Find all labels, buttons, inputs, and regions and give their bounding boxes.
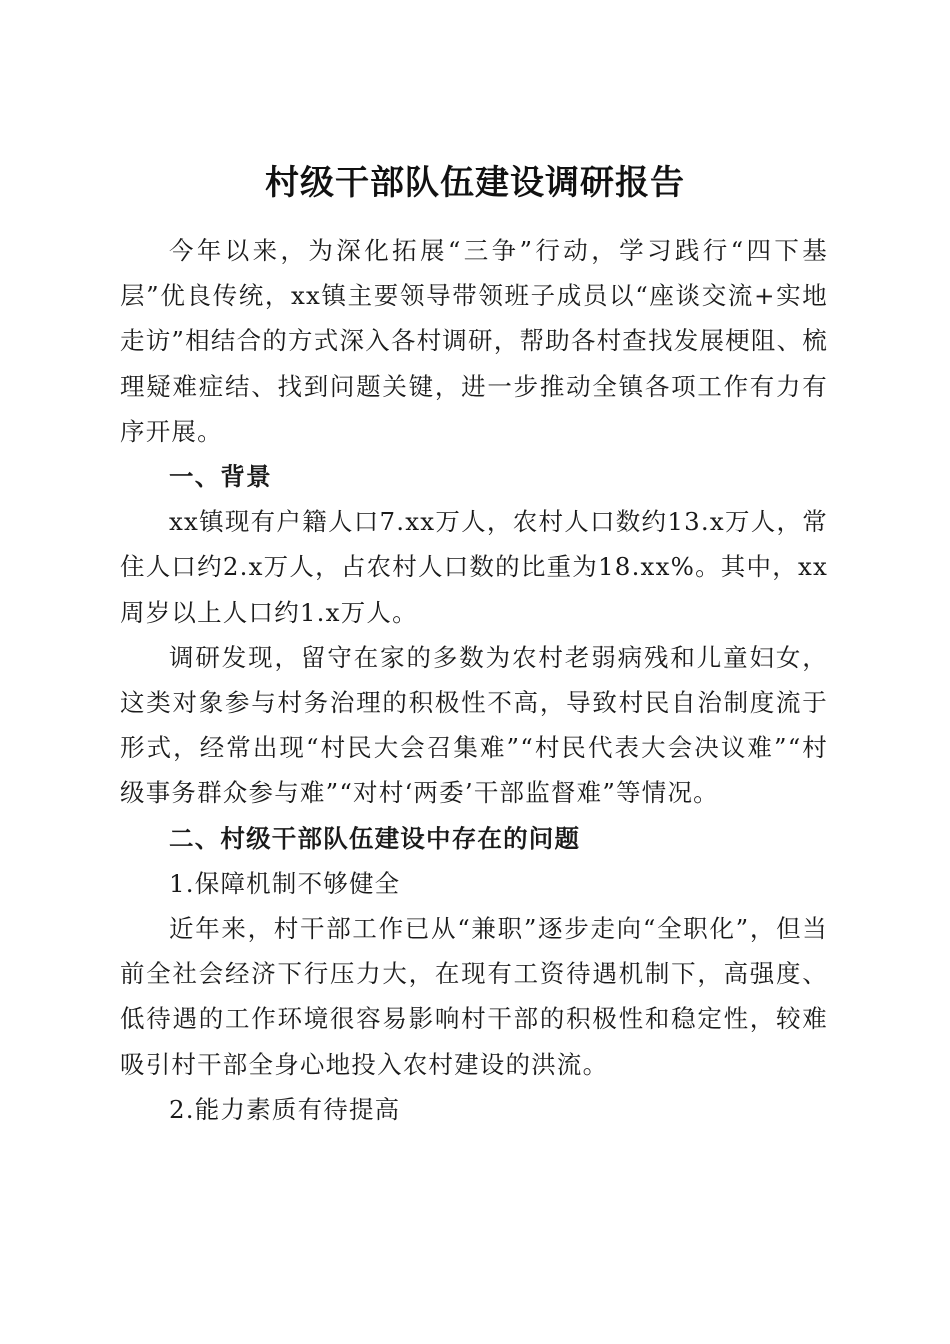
subsection-heading-ability: 2.能力素质有待提高 [169, 1094, 401, 1124]
subsection-heading-guarantee: 1.保障机制不够健全 [169, 868, 401, 898]
guarantee-paragraph: 近年来，村干部工作已从“兼职”逐步走向“全职化”，但当前全社会经济下行压力大，在现有工资待遇机制下，高强度、低待遇的工作环境很容易影响村干部的积极性和稳定性，较难吸引村干部全身心地投入农村建设的洪流。 [120, 914, 828, 1079]
intro-paragraph: 今年以来，为深化拓展“三争”行动，学习践行“四下基层”优良传统，xx镇主要领导带领班子成员以“座谈交流+实地走访”相结合的方式深入各村调研，帮助各村查找发展梗阻、梳理疑难症结、找到问题关键，进一步推动全镇各项工作有力有序开展。 [120, 236, 828, 446]
section-heading-problems: 二、村级干部队伍建设中存在的问题 [169, 823, 581, 853]
document-title: 村级干部队伍建设调研报告 [265, 162, 685, 203]
section-heading-background: 一、背景 [169, 462, 272, 492]
background-paragraph-population: xx镇现有户籍人口7.xx万人，农村人口数约13.x万人，常住人口约2.x万人，占农村人口数的比重为18.xx%。其中，xx周岁以上人口约1.x万人。 [120, 507, 828, 627]
document-body [120, 228, 828, 1132]
background-paragraph-findings: 调研发现，留守在家的多数为农村老弱病残和儿童妇女，这类对象参与村务治理的积极性不高，导致村民自治制度流于形式，经常出现“村民大会召集难”“村民代表大会决议难”“村级事务群众参与难”“对村‘两委’干部监督难”等情况。 [120, 642, 828, 808]
